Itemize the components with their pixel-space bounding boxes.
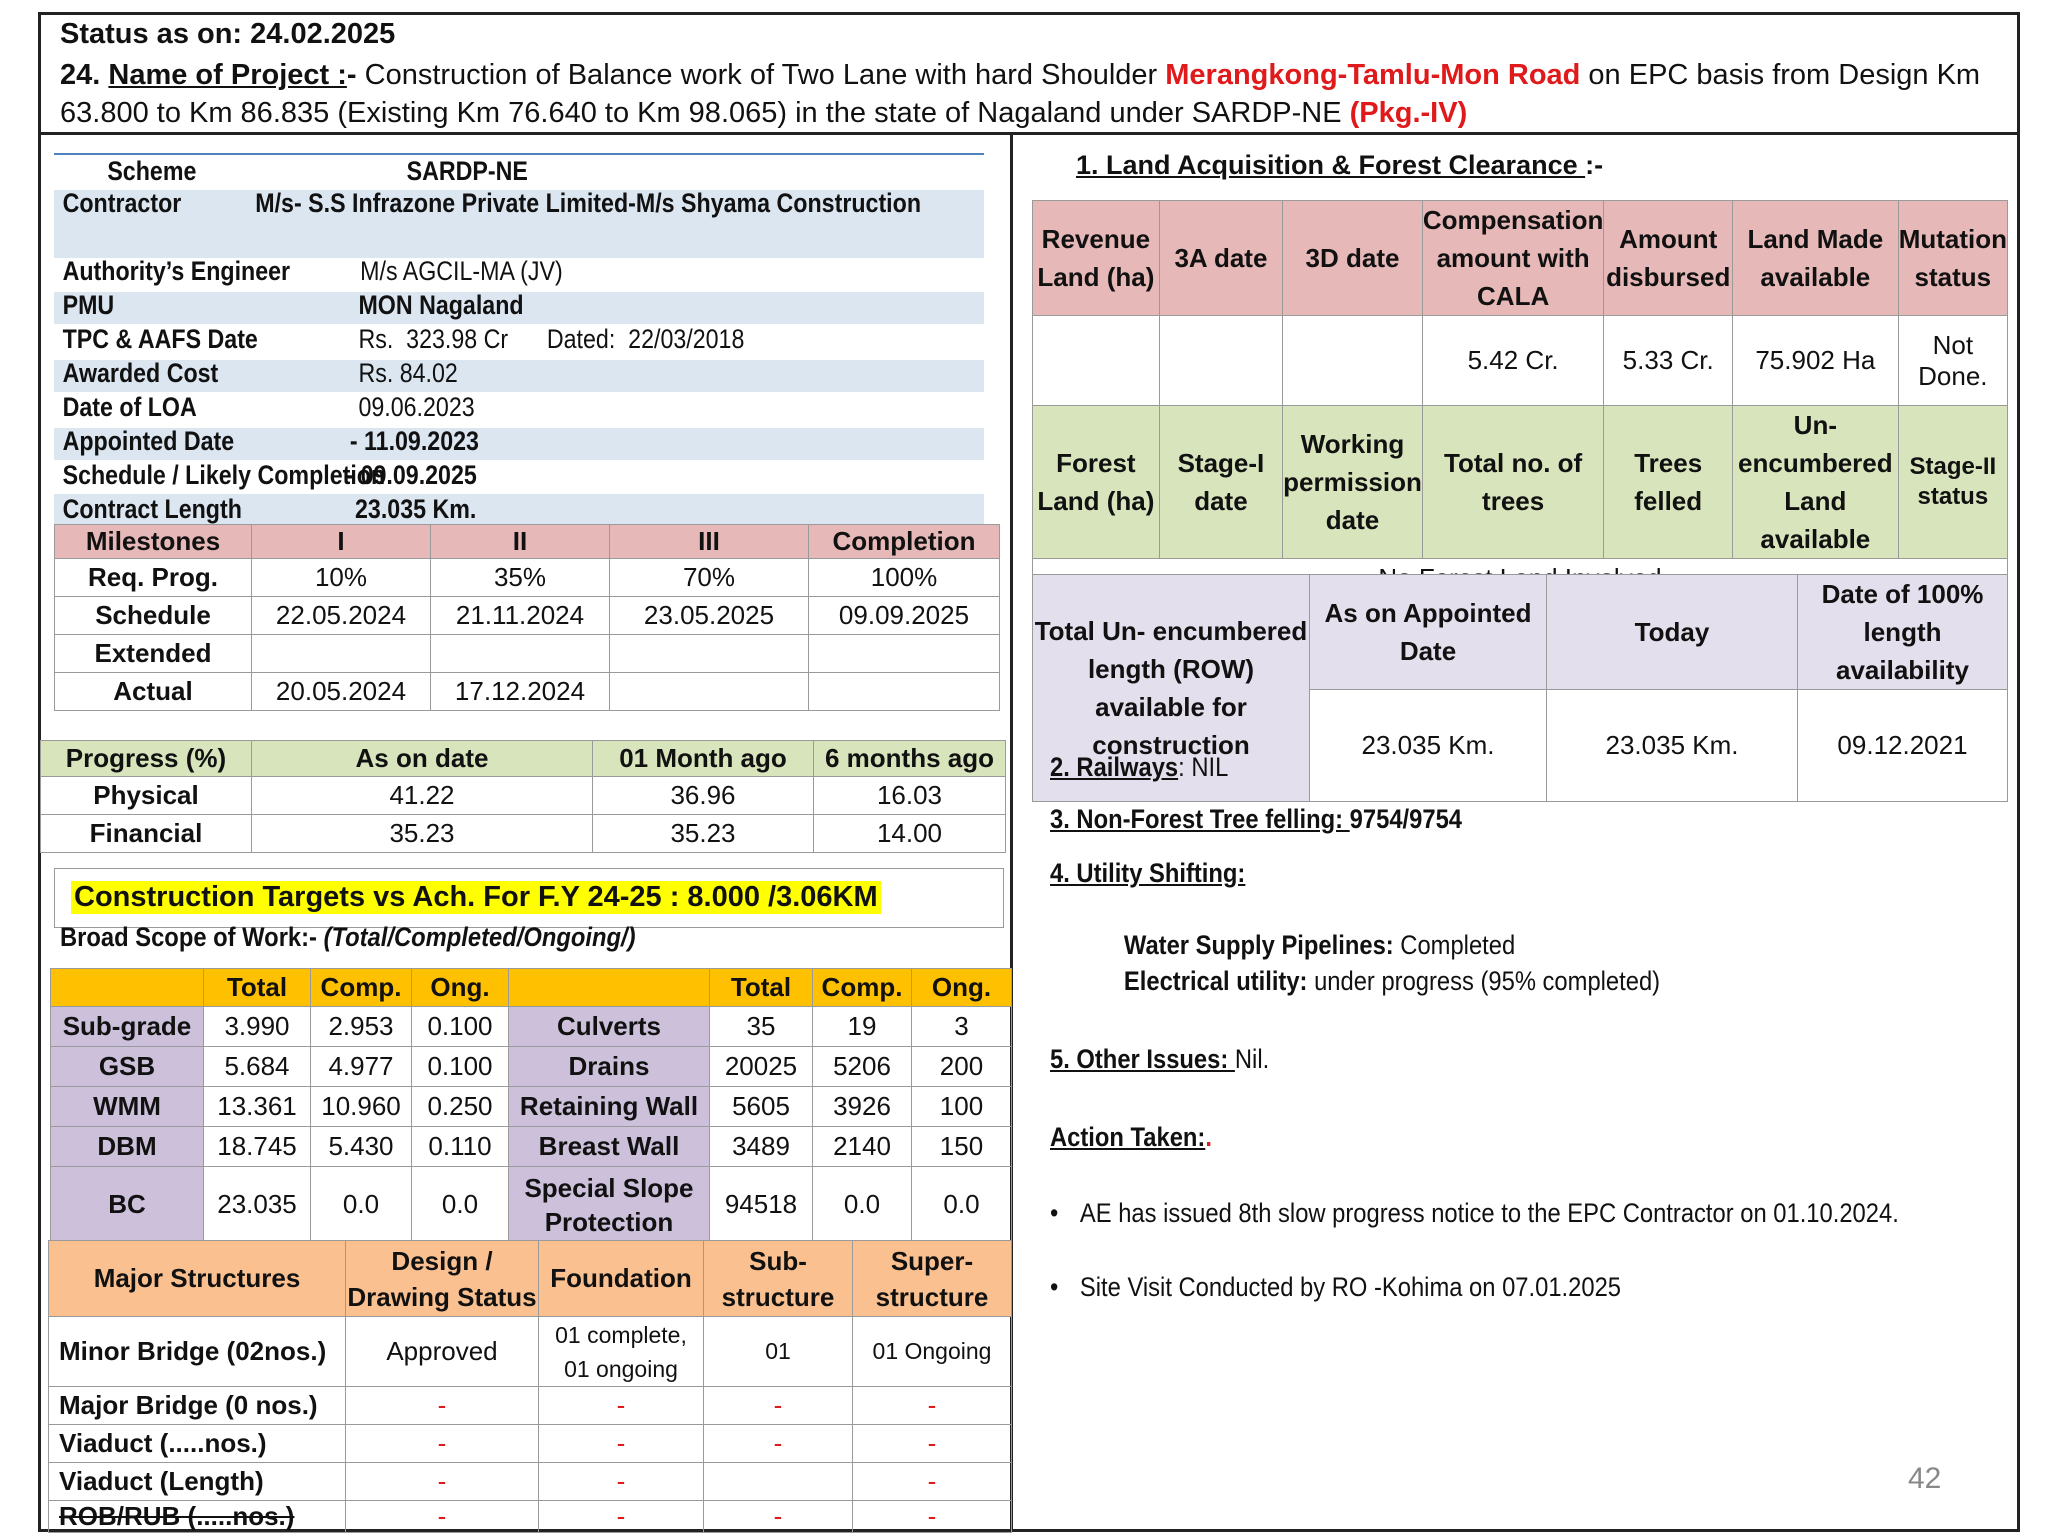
- progress-cell: 35.23: [593, 815, 814, 853]
- scope-cell: 0.100: [412, 1047, 509, 1087]
- tree-value: 9754/9754: [1349, 804, 1463, 834]
- milestone-header: Completion: [809, 525, 1000, 559]
- water-line: [1124, 930, 1515, 961]
- project-dash: -: [346, 59, 357, 91]
- scope-cell: 3926: [813, 1087, 912, 1127]
- awarded-key: Awarded Cost: [62, 358, 219, 388]
- scope-cell: 0.250: [412, 1087, 509, 1127]
- revenue-header: Compensation amount with CALA: [1422, 201, 1604, 316]
- milestone-cell: [610, 673, 809, 711]
- pmu-key: PMU: [62, 290, 115, 320]
- scope-header: Comp.: [311, 969, 412, 1007]
- scope-cell: 100: [912, 1087, 1012, 1127]
- railways-label: 2. Railways: [1050, 752, 1179, 782]
- bullet-icon: •: [1050, 1272, 1059, 1302]
- progress-cell: 41.22: [252, 777, 593, 815]
- milestone-header: II: [431, 525, 610, 559]
- scope-cell: 94518: [710, 1167, 813, 1243]
- scope-cell: 5206: [813, 1047, 912, 1087]
- revenue-header: Mutation status: [1898, 201, 2007, 316]
- pmu-value: MON Nagaland: [358, 290, 524, 320]
- revenue-header: 3D date: [1283, 201, 1423, 316]
- scheme-value: SARDP-NE: [406, 156, 528, 186]
- scope-item: Retaining Wall: [509, 1087, 710, 1127]
- scope-cell: 3: [912, 1007, 1012, 1047]
- other-value: Nil.: [1234, 1044, 1270, 1074]
- scope-item: Culverts: [509, 1007, 710, 1047]
- structures-table: [48, 1240, 1012, 1533]
- targets-text: Construction Targets vs Ach. For F.Y 24-25 : 8.000 /3.06KM: [71, 881, 881, 914]
- milestone-cell: [610, 635, 809, 673]
- structures-header: Sub-structure: [704, 1241, 853, 1317]
- scope-item: Special Slope Protection: [509, 1167, 710, 1243]
- structure-cell: -: [853, 1463, 1012, 1501]
- structure-cell: -: [346, 1501, 539, 1533]
- row-label: Total Un- encumbered length (ROW) available for construction: [1033, 575, 1310, 802]
- structure-cell: -: [704, 1501, 853, 1533]
- milestone-row-label: Schedule: [55, 597, 252, 635]
- row-value: 09.12.2021: [1798, 690, 2008, 802]
- revenue-cell: [1159, 316, 1282, 406]
- scope-cell: 13.361: [204, 1087, 311, 1127]
- action-label: Action Taken:: [1050, 1122, 1206, 1152]
- package-label: (Pkg.-IV): [1349, 97, 1468, 129]
- progress-header: As on date: [252, 741, 593, 777]
- structure-cell: -: [539, 1425, 704, 1463]
- row-value: 23.035 Km.: [1547, 690, 1798, 802]
- milestone-cell: 21.11.2024: [431, 597, 610, 635]
- bullet-icon: •: [1050, 1198, 1059, 1228]
- scope-cell: 5.684: [204, 1047, 311, 1087]
- milestone-cell: [431, 635, 610, 673]
- header-divider: [38, 132, 2020, 135]
- structure-cell: -: [346, 1425, 539, 1463]
- elec-label: Electrical utility:: [1123, 966, 1308, 996]
- scope-cell: 0.0: [813, 1167, 912, 1243]
- structure-name: Minor Bridge (02nos.): [49, 1317, 346, 1387]
- revenue-header: Land Made available: [1732, 201, 1898, 316]
- scope-header: Total: [710, 969, 813, 1007]
- structure-cell: 01: [704, 1317, 853, 1387]
- schedule-key: Schedule / Likely Completion: [62, 460, 386, 490]
- scope-header-blank: [509, 969, 710, 1007]
- structure-name: Viaduct (Length): [49, 1463, 346, 1501]
- structures-header: Major Structures: [49, 1241, 346, 1317]
- bullet-item: [1050, 1272, 1622, 1303]
- forest-header: Un-encumbered Land available: [1732, 406, 1898, 559]
- structure-cell: -: [539, 1501, 704, 1533]
- milestone-cell: 22.05.2024: [252, 597, 431, 635]
- scope-item: Drains: [509, 1047, 710, 1087]
- scope-cell: 23.035: [204, 1167, 311, 1243]
- project-desc-1: Construction of Balance work of Two Lane with hard Shoulder: [356, 59, 1166, 91]
- scope-header: Ong.: [412, 969, 509, 1007]
- scheme-info: [54, 154, 966, 528]
- forest-header: Stage-II status: [1898, 406, 2007, 559]
- scope-cell: 0.110: [412, 1127, 509, 1167]
- scope-cell: 20025: [710, 1047, 813, 1087]
- land-table: [1032, 200, 2008, 599]
- land-title-tail: :-: [1585, 150, 1604, 180]
- milestone-header: I: [252, 525, 431, 559]
- project-number: 24.: [60, 59, 101, 91]
- appointed-value: - 11.09.2023: [349, 426, 479, 456]
- scope-cell: 18.745: [204, 1127, 311, 1167]
- railways-line: [1050, 752, 1228, 783]
- structure-cell: [704, 1463, 853, 1501]
- revenue-cell: [1033, 316, 1160, 406]
- scope-cell: 150: [912, 1127, 1012, 1167]
- progress-row-label: Physical: [41, 777, 252, 815]
- scope-item: GSB: [51, 1047, 204, 1087]
- structure-cell: -: [704, 1387, 853, 1425]
- land-title-text: 1. Land Acquisition & Forest Clearance: [1076, 150, 1586, 180]
- milestones-table: [54, 524, 1000, 711]
- progress-header: Progress (%): [41, 741, 252, 777]
- scope-header: Ong.: [912, 969, 1012, 1007]
- bullet-text: Site Visit Conducted by RO -Kohima on 07.01.2025: [1079, 1272, 1622, 1302]
- project-desc-2: on EPC basis from Design Km 63.800 to Km 86.835 (Existing Km 76.640 to Km 98.065) in the state of Nagaland under SARDP-NE: [60, 59, 1981, 129]
- row-header: Today: [1547, 575, 1798, 690]
- structure-cell: 01 complete, 01 ongoing: [539, 1317, 704, 1387]
- progress-cell: 14.00: [814, 815, 1006, 853]
- contractor-key: Contractor: [62, 188, 182, 218]
- milestone-row-label: Extended: [55, 635, 252, 673]
- progress-table: [40, 740, 1006, 853]
- progress-row-label: Financial: [41, 815, 252, 853]
- milestone-cell: [809, 673, 1000, 711]
- bullet-item: [1050, 1198, 1899, 1229]
- scope-cell: 5.430: [311, 1127, 412, 1167]
- scope-item: BC: [51, 1167, 204, 1243]
- scope-cell: 4.977: [311, 1047, 412, 1087]
- contractor-value: M/s- S.S Infrazone Private Limited-M/s Shyama Construction: [255, 188, 922, 218]
- milestone-cell: [809, 635, 1000, 673]
- forest-header: Total no. of trees: [1422, 406, 1604, 559]
- structure-cell: -: [853, 1387, 1012, 1425]
- structure-cell: -: [539, 1387, 704, 1425]
- milestone-cell: [252, 635, 431, 673]
- loa-value: 09.06.2023: [358, 392, 475, 422]
- elec-value: under progress (95% completed): [1307, 966, 1661, 996]
- structures-header: Design / Drawing Status: [346, 1241, 539, 1317]
- elec-line: [1124, 966, 1660, 997]
- length-key: Contract Length: [62, 494, 242, 524]
- bullet-text: AE has issued 8th slow progress notice to the EPC Contractor on 01.10.2024.: [1079, 1198, 1899, 1228]
- scope-cell: 0.0: [912, 1167, 1012, 1243]
- scope-item: DBM: [51, 1127, 204, 1167]
- row-header: As on Appointed Date: [1310, 575, 1547, 690]
- ae-key: Authority’s Engineer: [62, 256, 291, 286]
- progress-header: 6 months ago: [814, 741, 1006, 777]
- milestone-cell: 35%: [431, 559, 610, 597]
- row-value: 23.035 Km.: [1310, 690, 1547, 802]
- structure-cell: -: [853, 1501, 1012, 1533]
- forest-header: Working permission date: [1283, 406, 1423, 559]
- road-name: Merangkong-Tamlu-Mon Road: [1165, 59, 1581, 91]
- scope-item: Sub-grade: [51, 1007, 204, 1047]
- scope-cell: 0.0: [412, 1167, 509, 1243]
- revenue-cell: 5.33 Cr.: [1604, 316, 1733, 406]
- tpc-value: Rs. 323.98 Cr Dated: 22/03/2018: [358, 324, 745, 354]
- progress-cell: 35.23: [252, 815, 593, 853]
- broad-scope-title: Broad Scope of Work:-: [60, 922, 317, 952]
- ae-value: M/s AGCIL-MA (JV): [360, 256, 563, 286]
- progress-cell: 16.03: [814, 777, 1006, 815]
- project-label: Name of Project :: [108, 59, 347, 91]
- scope-cell: 35: [710, 1007, 813, 1047]
- action-dot: .: [1205, 1122, 1212, 1152]
- schedule-value: - 09.09.2025: [346, 460, 477, 490]
- milestone-header: Milestones: [55, 525, 252, 559]
- revenue-header: Revenue Land (ha): [1033, 201, 1160, 316]
- status-date: Status as on: 24.02.2025: [60, 18, 396, 50]
- structure-cell: -: [346, 1387, 539, 1425]
- scope-header-blank: [51, 969, 204, 1007]
- milestone-cell: 17.12.2024: [431, 673, 610, 711]
- broad-scope-label: [60, 922, 636, 953]
- other-line: [1050, 1044, 1269, 1075]
- scope-item: Breast Wall: [509, 1127, 710, 1167]
- structures-header: Foundation: [539, 1241, 704, 1317]
- scheme-key: Scheme: [107, 156, 197, 186]
- scope-cell: 200: [912, 1047, 1012, 1087]
- structure-name: Viaduct (.....nos.): [49, 1425, 346, 1463]
- scope-item: WMM: [51, 1087, 204, 1127]
- tree-line: [1050, 804, 1462, 835]
- milestone-cell: 20.05.2024: [252, 673, 431, 711]
- scope-cell: 10.960: [311, 1087, 412, 1127]
- forest-header: Stage-I date: [1159, 406, 1282, 559]
- milestone-cell: 23.05.2025: [610, 597, 809, 635]
- milestone-cell: 70%: [610, 559, 809, 597]
- scope-cell: 3.990: [204, 1007, 311, 1047]
- targets-box: [54, 868, 1004, 928]
- structure-cell: 01 Ongoing: [853, 1317, 1012, 1387]
- milestone-row-label: Req. Prog.: [55, 559, 252, 597]
- utility-line: [1050, 858, 1245, 889]
- structure-cell: -: [539, 1463, 704, 1501]
- scope-table: [50, 968, 1012, 1243]
- scope-cell: 5605: [710, 1087, 813, 1127]
- length-value: 23.035 Km.: [355, 494, 477, 524]
- broad-scope-legend: (Total/Completed/Ongoing/): [316, 922, 636, 952]
- revenue-cell: Not Done.: [1898, 316, 2007, 406]
- revenue-header: Amount disbursed: [1604, 201, 1733, 316]
- railways-value: : NIL: [1178, 752, 1229, 782]
- awarded-value: Rs. 84.02: [358, 358, 458, 388]
- milestone-header: III: [610, 525, 809, 559]
- milestone-cell: 09.09.2025: [809, 597, 1000, 635]
- milestone-cell: 100%: [809, 559, 1000, 597]
- forest-header: Forest Land (ha): [1033, 406, 1160, 559]
- land-title: [1076, 150, 1603, 181]
- revenue-cell: 75.902 Ha: [1732, 316, 1898, 406]
- revenue-cell: [1283, 316, 1423, 406]
- structure-cell: -: [346, 1463, 539, 1501]
- milestone-row-label: Actual: [55, 673, 252, 711]
- tpc-key: TPC & AAFS Date: [62, 324, 258, 354]
- revenue-cell: 5.42 Cr.: [1422, 316, 1604, 406]
- project-title: [60, 56, 2010, 132]
- structure-name: ROB/RUB (.....nos.): [49, 1501, 346, 1533]
- scope-cell: 0.0: [311, 1167, 412, 1243]
- progress-cell: 36.96: [593, 777, 814, 815]
- forest-header: Trees felled: [1604, 406, 1733, 559]
- loa-key: Date of LOA: [62, 392, 197, 422]
- structure-cell: -: [853, 1425, 1012, 1463]
- action-line: [1050, 1122, 1212, 1153]
- structures-header: Super-structure: [853, 1241, 1012, 1317]
- progress-header: 01 Month ago: [593, 741, 814, 777]
- page-number: 42: [1908, 1462, 1942, 1495]
- water-value: Completed: [1393, 930, 1516, 960]
- scope-cell: 3489: [710, 1127, 813, 1167]
- row-header: Date of 100% length availability: [1798, 575, 2008, 690]
- revenue-header: 3A date: [1159, 201, 1282, 316]
- milestone-cell: 10%: [252, 559, 431, 597]
- utility-label: 4. Utility Shifting:: [1050, 858, 1246, 888]
- scope-cell: 2.953: [311, 1007, 412, 1047]
- scope-cell: 19: [813, 1007, 912, 1047]
- scope-cell: 2140: [813, 1127, 912, 1167]
- scope-header: Comp.: [813, 969, 912, 1007]
- scope-cell: 0.100: [412, 1007, 509, 1047]
- appointed-key: Appointed Date: [62, 426, 235, 456]
- tree-label: 3. Non-Forest Tree felling:: [1050, 804, 1350, 834]
- structure-cell: -: [704, 1425, 853, 1463]
- structure-name: Major Bridge (0 nos.): [49, 1387, 346, 1425]
- scope-header: Total: [204, 969, 311, 1007]
- other-label: 5. Other Issues:: [1050, 1044, 1235, 1074]
- structure-cell: Approved: [346, 1317, 539, 1387]
- water-label: Water Supply Pipelines:: [1123, 930, 1394, 960]
